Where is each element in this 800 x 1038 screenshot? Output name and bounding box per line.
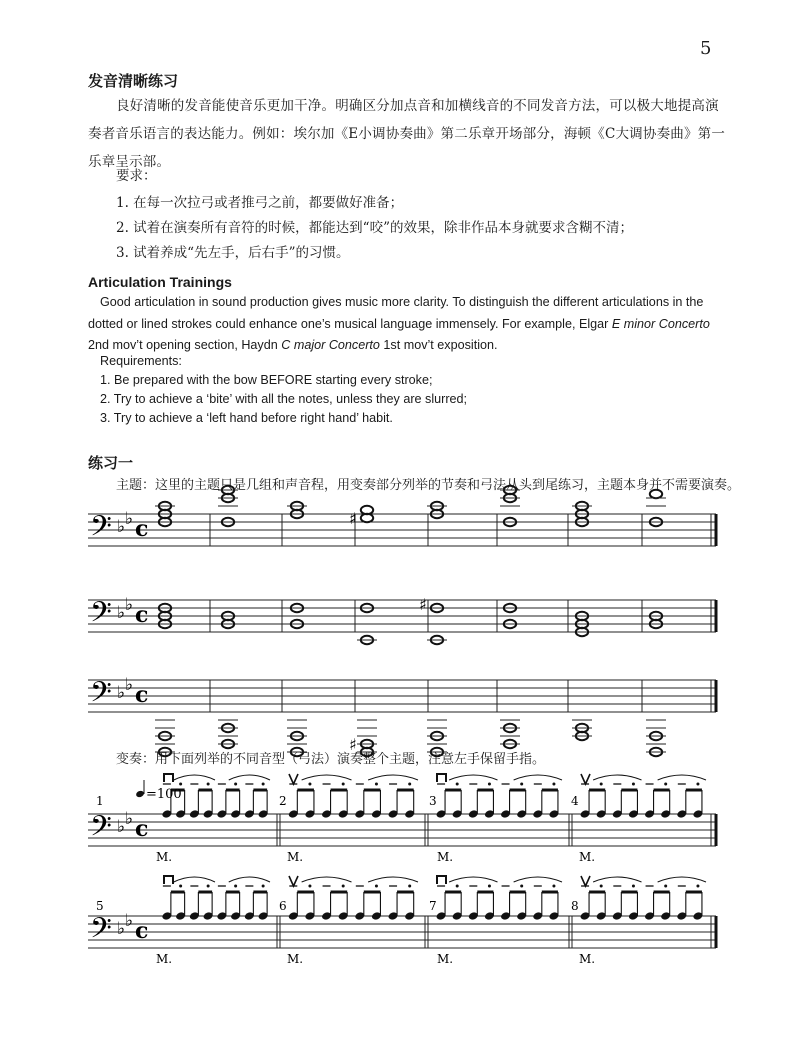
bass-clef: 𝄢: [90, 510, 112, 550]
marking-m-5: M.: [156, 952, 173, 966]
en-paragraph-work1: E minor Concerto: [611, 316, 710, 331]
staccato-dot: [520, 885, 523, 888]
slur: [368, 775, 418, 780]
sharp-sign: ♯: [349, 509, 357, 528]
up-bow-mark: [289, 876, 298, 886]
marking-m-6: M.: [287, 952, 304, 966]
common-time: c: [135, 816, 149, 842]
up-bow-mark: [581, 774, 590, 784]
staccato-dot: [456, 885, 459, 888]
staccato-dot: [456, 783, 459, 786]
en-paragraph-work2: C major Concerto: [281, 338, 380, 352]
flat-sign: ♭: [117, 517, 126, 537]
slur: [449, 877, 497, 882]
staccato-dot: [696, 885, 699, 888]
slur: [449, 775, 497, 780]
en-paragraph-part3: 1st mov’t exposition.: [379, 338, 498, 352]
staccato-dot: [552, 783, 555, 786]
common-time: c: [135, 516, 149, 542]
tempo-quarter-note: [135, 790, 145, 798]
flat-sign: ♭: [125, 595, 134, 615]
staccato-dot: [308, 783, 311, 786]
staccato-dot: [234, 885, 237, 888]
flat-sign: ♭: [125, 809, 134, 829]
staccato-dot: [632, 783, 635, 786]
theme-text: 主题：这里的主题只是几组和声音程，用变奏部分列举的节奏和弓法从头到尾练习，主题本身并不需要演奏。: [116, 478, 741, 493]
up-bow-mark: [581, 876, 590, 886]
staccato-dot: [207, 885, 210, 888]
staccato-dot: [696, 783, 699, 786]
en-requirement-2: 2. Try to achieve a ‘bite’ with all the notes, unless they are slurred;: [100, 392, 468, 406]
cn-requirements-label: 要求：: [116, 168, 157, 184]
staccato-dot: [308, 885, 311, 888]
slur: [229, 775, 270, 780]
flat-sign: ♭: [117, 817, 126, 837]
staccato-dot: [179, 885, 182, 888]
down-bow-mark: [164, 876, 173, 884]
staccato-dot: [488, 885, 491, 888]
measure-number-8: 8: [571, 899, 579, 913]
slur: [302, 775, 352, 780]
slur: [593, 877, 641, 882]
flat-sign: ♭: [117, 919, 126, 939]
staccato-dot: [234, 783, 237, 786]
staccato-dot: [600, 885, 603, 888]
bass-clef: 𝄢: [90, 676, 112, 716]
sharp-sign: ♯: [349, 735, 357, 754]
en-section-title: Articulation Trainings: [88, 274, 232, 290]
marking-m-2: M.: [287, 850, 304, 864]
staccato-dot: [408, 783, 411, 786]
staccato-dot: [262, 885, 265, 888]
staccato-dot: [488, 783, 491, 786]
staccato-dot: [408, 885, 411, 888]
slur: [229, 877, 270, 882]
staccato-dot: [664, 885, 667, 888]
cn-requirement-1: 1. 在每一次拉弓或者推弓之前，都要做好准备；: [116, 195, 404, 211]
whole-note: [650, 490, 662, 498]
measure-number-6: 6: [279, 899, 287, 913]
down-bow-mark: [437, 774, 446, 782]
measure-number-5: 5: [96, 899, 104, 913]
common-time: c: [135, 918, 149, 944]
variation-text: 变奏：用下面列举的不同音型（弓法）演奏整个主题，注意左手保留手指。: [116, 752, 546, 767]
down-bow-mark: [164, 774, 173, 782]
tempo-marking: =100: [146, 787, 182, 802]
measure-number-1: 1: [96, 794, 104, 808]
en-requirement-3: 3. Try to achieve a ‘left hand before right hand’ habit.: [100, 411, 393, 425]
common-time: c: [135, 602, 149, 628]
slur: [368, 877, 418, 882]
staccato-dot: [207, 783, 210, 786]
flat-sign: ♭: [117, 603, 126, 623]
en-paragraph-part1: Good articulation in sound production gives music more clarity. To distinguish the different articulations in the dotted or lined strokes could enhance one’s musical language immensely. For example, Elgar: [88, 295, 704, 331]
staccato-dot: [375, 783, 378, 786]
page-number: 5: [700, 38, 712, 59]
staccato-dot: [664, 783, 667, 786]
staccato-dot: [342, 885, 345, 888]
marking-m-1: M.: [156, 850, 173, 864]
staccato-dot: [342, 783, 345, 786]
variation-systems: [88, 774, 716, 952]
bass-clef: 𝄢: [90, 912, 112, 952]
cn-requirement-3: 3. 试着养成“先左手，后右手”的习惯。: [116, 245, 350, 261]
marking-m-4: M.: [579, 850, 596, 864]
marking-m-7: M.: [437, 952, 454, 966]
flat-sign: ♭: [125, 911, 134, 931]
exercise-title: 练习一: [88, 454, 134, 472]
measure-number-3: 3: [429, 794, 437, 808]
bass-clef: 𝄢: [90, 810, 112, 850]
up-bow-mark: [289, 774, 298, 784]
staccato-dot: [262, 783, 265, 786]
cn-requirement-2: 2. 试着在演奏所有音符的时候，都能达到“咬”的效果，除非作品本身就要求含糊不清；: [116, 220, 633, 236]
bass-clef: 𝄢: [90, 596, 112, 636]
staccato-dot: [375, 885, 378, 888]
slur: [593, 775, 641, 780]
en-requirements-label: Requirements:: [100, 354, 182, 368]
slur: [514, 775, 562, 780]
measure-number-2: 2: [279, 794, 287, 808]
marking-m-3: M.: [437, 850, 454, 864]
cn-section-title: 发音清晰练习: [88, 72, 179, 90]
measure-number-7: 7: [429, 899, 437, 913]
measure-number-4: 4: [571, 794, 579, 808]
slur: [302, 877, 352, 882]
marking-m-8: M.: [579, 952, 596, 966]
flat-sign: ♭: [125, 675, 134, 695]
common-time: c: [135, 682, 149, 708]
slur: [174, 775, 215, 780]
en-paragraph-part2: 2nd mov’t opening section, Haydn: [88, 338, 282, 352]
slur: [658, 775, 706, 780]
slur: [174, 877, 215, 882]
en-requirement-1: 1. Be prepared with the bow BEFORE starting every stroke;: [100, 373, 433, 387]
staccato-dot: [520, 783, 523, 786]
staccato-dot: [632, 885, 635, 888]
down-bow-mark: [437, 876, 446, 884]
cn-paragraph: 良好清晰的发音能使音乐更加干净。明确区分加点音和加横线音的不同发音方法，可以极大地提高演奏者音乐语言的表达能力。例如：埃尔加《E小调协奏曲》第二乐章开场部分，海顿《C大调协奏曲》第一乐章呈示部。: [88, 98, 726, 170]
slur: [658, 877, 706, 882]
sharp-sign: ♯: [419, 595, 427, 614]
staccato-dot: [552, 885, 555, 888]
staccato-dot: [179, 783, 182, 786]
theme-systems: [88, 486, 716, 756]
flat-sign: ♭: [117, 683, 126, 703]
staccato-dot: [600, 783, 603, 786]
flat-sign: ♭: [125, 509, 134, 529]
slur: [514, 877, 562, 882]
